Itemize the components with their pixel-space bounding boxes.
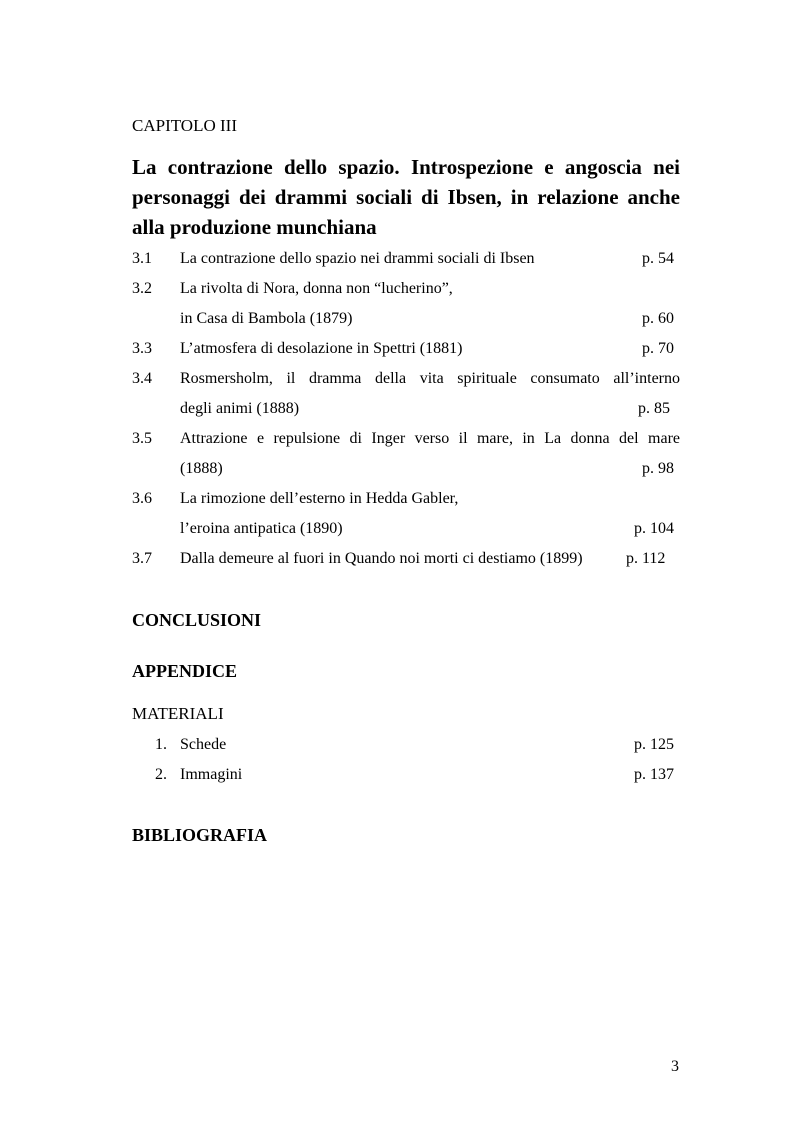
- entry-title: Rosmersholm, il dramma della vita spirituale consumato all’interno: [180, 370, 680, 387]
- entry-title: Attrazione e repulsione di Inger verso il mare, in La donna del mare: [180, 430, 680, 447]
- entry-page: p. 98: [642, 460, 674, 477]
- toc-entry-3-2[interactable]: [132, 279, 680, 309]
- entry-number: 3.1: [132, 250, 152, 267]
- chapter-title: La contrazione dello spazio. Introspezione e angoscia nei personaggi dei drammi sociali di Ibsen, in relazione anche alla produzione munchiana: [132, 155, 680, 239]
- entry-title: L’atmosfera di desolazione in Spettri (1881): [180, 340, 463, 357]
- entry-page: p. 104: [634, 520, 674, 537]
- entry-title-continued: degli animi (1888): [180, 400, 300, 417]
- toc-entry-3-1[interactable]: [132, 249, 680, 279]
- entry-number: 3.6: [132, 490, 152, 507]
- toc-entry-3-4-cont[interactable]: [132, 399, 680, 429]
- item-number: 2.: [155, 766, 167, 783]
- entry-page: p. 85: [638, 400, 670, 417]
- toc-entry-3-4[interactable]: [132, 369, 680, 399]
- toc-entry-3-2-cont[interactable]: [132, 309, 680, 339]
- toc-entry-3-5-cont[interactable]: [132, 459, 680, 489]
- toc-entry-3-5[interactable]: [132, 429, 680, 459]
- entry-number: 3.4: [132, 370, 152, 387]
- item-page: p. 137: [634, 766, 674, 783]
- entry-number: 3.5: [132, 430, 152, 447]
- entry-page: p. 70: [642, 340, 674, 357]
- materiali-item-schede[interactable]: [132, 735, 680, 765]
- entry-page: p. 112: [626, 550, 666, 567]
- entry-page: p. 54: [642, 250, 674, 267]
- item-label: Schede: [180, 736, 227, 753]
- entry-page: p. 60: [642, 310, 674, 327]
- section-bibliografia[interactable]: BIBLIOGRAFIA: [132, 825, 268, 845]
- section-appendice[interactable]: APPENDICE: [132, 661, 238, 681]
- entry-number: 3.7: [132, 550, 152, 567]
- entry-number: 3.2: [132, 280, 152, 297]
- item-page: p. 125: [634, 736, 674, 753]
- entry-title-continued: (1888): [180, 460, 223, 477]
- toc-entry-3-6-cont[interactable]: [132, 519, 680, 549]
- entry-title-continued: l’eroina antipatica (1890): [180, 520, 343, 537]
- materiali-item-immagini[interactable]: [132, 765, 680, 795]
- page-number: 3: [671, 1058, 679, 1075]
- entry-title-continued: in Casa di Bambola (1879): [180, 310, 353, 327]
- item-number: 1.: [155, 736, 167, 753]
- chapter-label: CAPITOLO III: [132, 116, 237, 135]
- toc-entry-3-7[interactable]: [132, 549, 680, 579]
- toc-entry-3-3[interactable]: [132, 339, 680, 369]
- entry-title: La rivolta di Nora, donna non “lucherino”,: [180, 280, 453, 297]
- subsection-materiali[interactable]: MATERIALI: [132, 704, 224, 723]
- entry-title: Dalla demeure al fuori in Quando noi morti ci destiamo (1899): [180, 550, 583, 567]
- item-label: Immagini: [180, 766, 243, 783]
- entry-title: La rimozione dell’esterno in Hedda Gabler,: [180, 490, 459, 507]
- entry-number: 3.3: [132, 340, 152, 357]
- entry-title: La contrazione dello spazio nei drammi sociali di Ibsen: [180, 250, 535, 267]
- toc-entry-3-6[interactable]: [132, 489, 680, 519]
- section-conclusioni[interactable]: CONCLUSIONI: [132, 610, 262, 630]
